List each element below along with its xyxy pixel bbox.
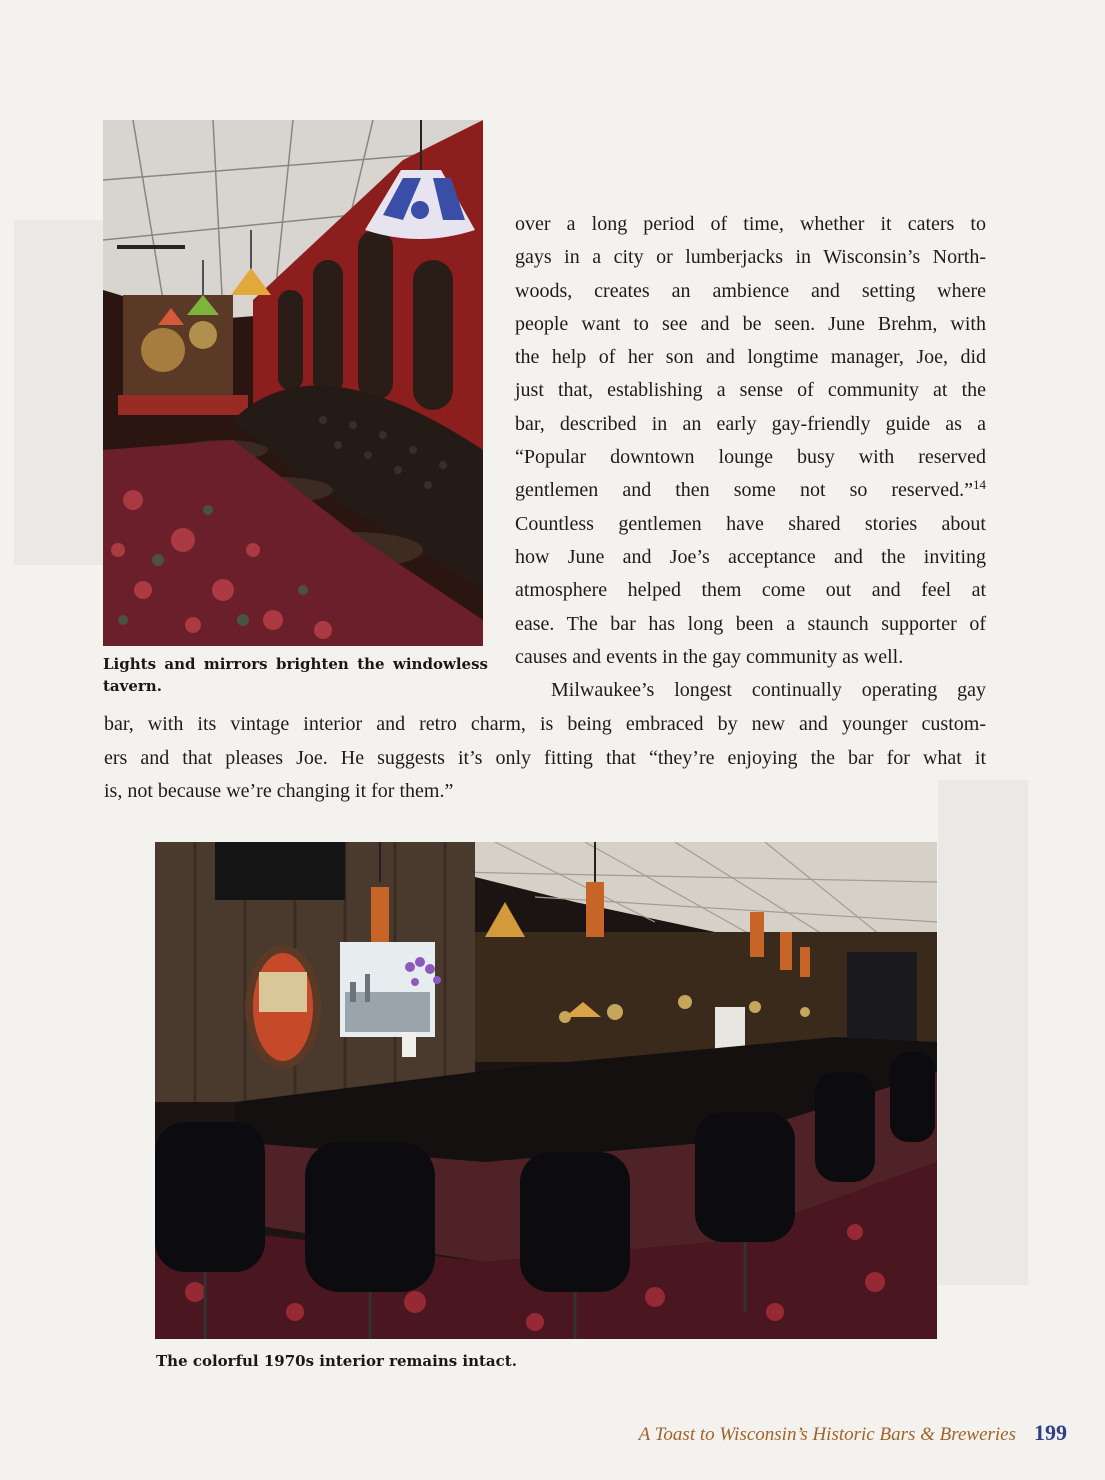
body-line: bar, described in an early gay-friendly guide as a <box>515 412 986 435</box>
body-full-width <box>104 675 986 808</box>
top-caption-line-2: tavern. <box>103 677 162 695</box>
body-line: people want to see and be seen. June Brehm, with <box>515 312 986 335</box>
body-line: gays in a city or lumberjacks in Wisconsin’s North- <box>515 246 986 269</box>
bottom-caption-text: The colorful 1970s interior remains intact. <box>156 1352 517 1370</box>
page-footer <box>639 1420 1067 1446</box>
body-line: atmosphere helped them come out and feel at <box>515 579 986 602</box>
tavern-lounge-photo <box>103 120 483 646</box>
body-line: the help of her son and longtime manager, Joe, did <box>515 346 986 369</box>
top-photo <box>103 120 483 646</box>
page-number: 199 <box>1034 1420 1067 1445</box>
body-column-right <box>515 208 986 707</box>
show-through-shadow-right <box>938 780 1028 1285</box>
paragraph-1 <box>515 208 986 707</box>
footnote-reference: 14 <box>973 477 986 493</box>
bottom-photo <box>155 842 937 1339</box>
top-caption-line-1: Lights and mirrors brighten the windowless <box>103 655 488 673</box>
paragraph-2 <box>104 675 986 808</box>
body-line: woods, creates an ambience and setting where <box>515 279 986 302</box>
body-line: how June and Joe’s acceptance and the inviting <box>515 545 986 568</box>
bottom-photo-caption <box>156 1350 756 1372</box>
body-line: over a long period of time, whether it caters to <box>515 213 986 235</box>
body-line <box>515 474 986 507</box>
body-line: ers and that pleases Joe. He suggests it’s only fitting that “they’re enjoying the bar for what it <box>104 746 986 769</box>
body-line: Countless gentlemen have shared stories about <box>515 512 986 535</box>
body-line: ease. The bar has long been a staunch supporter of <box>515 612 986 635</box>
bar-interior-photo <box>155 842 937 1339</box>
body-line: just that, establishing a sense of community at the <box>515 379 986 402</box>
show-through-shadow <box>14 220 104 565</box>
running-footer-title: A Toast to Wisconsin’s Historic Bars & Breweries <box>638 1424 1016 1445</box>
body-line: bar, with its vintage interior and retro charm, is being embraced by new and younger custom- <box>104 713 986 736</box>
body-line: causes and events in the gay community as well. <box>515 645 904 668</box>
line-spacer <box>104 675 986 708</box>
body-line: is, not because we’re changing it for them.” <box>104 779 454 802</box>
body-line: Milwaukee’s longest continually operating gay <box>551 679 986 702</box>
body-line-text: gentlemen and then some not so reserved.” <box>515 479 973 502</box>
body-line: “Popular downtown lounge busy with reserved <box>515 446 986 469</box>
